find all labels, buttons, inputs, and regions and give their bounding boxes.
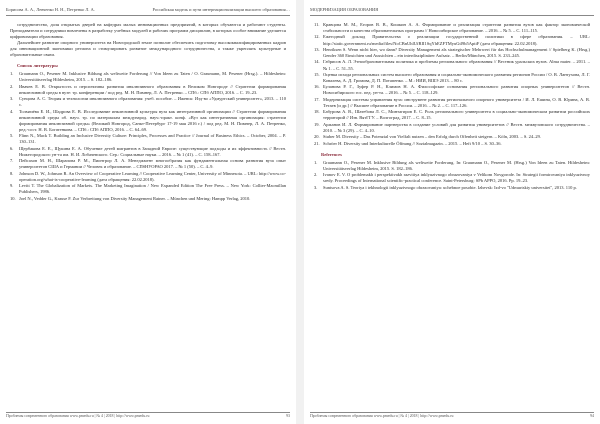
reference-item: [314, 172, 590, 184]
footer-journal-info: Проблемы современного образования www.pmedu.ru | № 4 | 2018 | http://www.pmedu.ru: [6, 414, 150, 418]
reference-item: [314, 122, 590, 134]
reference-text: Щербакова Е. Е., Щукина Е. А. Обучение детей мигрантов в Западной Европе: существующие подходы и их эффективность // Вестн. Нижегородского ун-та им. Н. И. Лобачевского. Сер.: Социальные науки. – 2016. – № 1 (41). – С. 158–167.: [19, 145, 286, 157]
reference-item: [314, 72, 590, 84]
reference-item: [10, 158, 286, 170]
reference-number: 14.: [314, 59, 320, 65]
header-title: Российская модель и пути интернационализации высшего образования…: [152, 7, 290, 12]
reference-number: 2.: [10, 83, 14, 89]
reference-text: Graumann O., Pesener M. Inklusive Bildung als weltweite Forderung. In: Graumann O., Pesener M. (Hrsg.) Von Ideen zu Taten. Hildesheim: Universitätsverlag Hildesheim, 2015. S. 182–186.: [323, 159, 590, 171]
reference-number: 8.: [10, 170, 14, 176]
reference-item: [314, 47, 590, 59]
reference-number: 4.: [10, 108, 14, 114]
reference-item: [10, 109, 286, 133]
header-section-title: МОДЕРНИЗАЦИЯ ОБРАЗОВАНИЯ: [310, 7, 379, 12]
reference-text: Толмачёва Е. И., Шадрова Е. В. Исследование инклюзивной культуры вуза как интегративной организации // Стратегии формирования инклюзивной среды об. науч. тр. по материалам международ. науч.-практ. конф. «Вуз как интегративная организация: стратегии формирования инклюзивной среды» (Великий Новгород, Санкт-Петербург 17-19 мая 2016 г.) / под ред. М. Н. Пимнер, Л. А. Петренко, ред.-сост. Н. В. Богатенкова. – СПб.: СПб АППО, 2016. – С. 64–69.: [19, 108, 286, 132]
reference-number: 7.: [10, 158, 14, 164]
reference-number: 18.: [314, 109, 320, 115]
right-running-footer: [310, 412, 594, 419]
reference-item: [314, 134, 590, 140]
reference-text: Ivanov E. V. O problemakh i perspektivakh razvitiya inklyuzivnogo obrazovaniya v Velikom Novgorode. In: Strategii formirovaniya inklyuzivnoy sredy. Proceedings of International scientific-practical conference. Saint-Petersburg: SPb APPO, 2016. Pp. 19–23.: [323, 172, 590, 184]
reference-item: [314, 22, 590, 34]
body-paragraph: сотрудничество, доля открытых дверей на кафедрах малых инновационных предприятий, в которых обучаются и работают студенты. Преподаватели и сотрудники вовлечены в разработку учебных модулей и рабочих программ дисциплин, в которых особое внимание уделяется цифровизации образования.: [10, 22, 286, 40]
right-running-header: [310, 6, 594, 16]
left-page: [0, 0, 296, 424]
body-paragraph: Дальнейшее развитие опорного университета на Новгородской земле позволит обеспечить подготовку высококвалифицированных кадров для инновационной экономики региона и стимулировать развитие международного сотрудничества, а также укреплять культурные и образовательные связи.: [10, 40, 286, 58]
references-en-heading: References: [321, 151, 342, 157]
reference-text: Suntsova A. S. Teoriya i tekhnologii inklyuzivnogo obrazovaniya: uchebnoe posobie. Izhevsk: Izd-vo "Udmurtskiy universitet", 2013. 110 p.: [323, 184, 577, 190]
reference-item: [10, 84, 286, 96]
reference-text: Graumann O., Pesener M. Inklusive Bildung als weltweite Forderung // Von Ideen zu Taten / O. Graumann, M. Pesener (Hrsg.). – Hildesheim: Universitätsverlag Hildesheim, 2015. – S. 182–186.: [19, 71, 286, 83]
reference-item: [314, 141, 590, 147]
reference-list: [10, 71, 286, 202]
header-authors: Борисова А. А., Левченко Н. Н., Петренко Л. А.: [6, 7, 95, 12]
reference-item: [314, 97, 590, 109]
right-page-body: [314, 22, 590, 410]
reference-item: [314, 59, 590, 71]
reference-text: Буланова Р. Г., Зуфер Р. Н., Климов Н. А. Философские основания регионального развития опорных университетов // Вестн. Новосибирского гос. пед. ун-та. – 2016. – № 5. – С. 118–129.: [323, 84, 590, 96]
reference-number: 5.: [10, 133, 14, 139]
reference-item: [10, 133, 286, 145]
reference-number: 11.: [314, 22, 320, 27]
reference-number: 13.: [314, 46, 320, 52]
reference-number: 15.: [314, 71, 320, 77]
reference-text: Johnson D. W., Johnson R. An Overview of Cooperative Learning // Cooperative Learning Center, University of Minnesota. – URL: http://www.co-operation.org/what-is-cooperative-learning (дата обращения: 22.02.2018).: [19, 170, 286, 182]
page-number: 94: [590, 414, 594, 418]
reference-item: [10, 196, 286, 202]
reference-text: Сунцова А. С. Теория и технологии инклюзивного образования: учеб. пособие. – Ижевск: Изд-во «Удмуртский университет», 2013. – 110 с.: [19, 96, 286, 108]
right-page: [304, 0, 600, 424]
reference-number: 3.: [314, 184, 318, 190]
reference-item: [10, 71, 286, 83]
reference-number: 10.: [10, 195, 16, 201]
reference-item: [314, 34, 590, 46]
reference-text: Joel N., Vedder G., Krause F. Zur Verbreitung von Diversity Management Rainer. – München und Mering: Hampp Verlag, 2010.: [19, 195, 251, 201]
reference-number: 12.: [314, 34, 320, 40]
reference-item: [314, 160, 590, 172]
reference-text: Schröer H. Diversity und Interkulturelle Öffnung // Sozialmagazin. – 2015. – Heft 9/10 – S. 30–36.: [323, 140, 502, 146]
reference-text: Stuber M. Diversity – Das Potenzial von Vielfalt nutzen – den Erfolg durch Offenheit steigern. – Köln, 2003. – S. 24–29.: [323, 134, 542, 140]
reference-text: Henriksen S. Wenn nicht hier, wo dann? Diversity Management als strategischer Mehrwert für das Hochschulmanagement // Spielberg K. (Hrsg.) Gender 360 Einsichten und Aussichten – ein interdisziplinärer Aufsatz. – Berlin/München, 2015. S. 233–245.: [323, 46, 590, 59]
reference-number: 16.: [314, 84, 320, 90]
reference-number: 19.: [314, 121, 320, 127]
reference-number: 21.: [314, 140, 320, 146]
reference-item: [314, 185, 590, 191]
reference-text: Пейсахов М. Н., Шарапова Р. М., Пионтрор Л. А. Менеджмент многообразия как фундаментальная основа развития вуза опыт университетов США и Германии // Человек и образование. – СПбНУОРАО 2017. – № 1 (50). – С. 4–9.: [19, 158, 286, 170]
reference-text: Габрисов А. Л. Этнообразовательная политика и проблемы регионального образования // Вестник уральских вузов. Alma mater. – 2011. – № 1. – С. 51–55.: [323, 59, 590, 71]
left-page-body: [10, 22, 286, 410]
reference-text: Аржанов И. Л. Формирование партнерства в создание условий для развития университетов // Вестн. межвузовского сотрудничества. – 2010. – № 3 (29). – С. 4–10.: [323, 121, 590, 133]
reference-text: Оценка исхода региональных систем высшего образования и социально-экономического развития регионов России / О. В. Лантухова, Л. Г. Ковалева, А. Д. Громова, Д. П. Потапенко. – М.: НИИ, ВШЭ 2013. – 80 с.: [323, 71, 590, 83]
reference-text: Модернизация системы управления вуза: инструмент развития регионального опорного университета / И. Л. Ешина, О. В. Юрина, А. В. Тетаев [и др.] // Высшее образование в России. – 2016. – № 2. – С. 117–126.: [323, 96, 590, 108]
reference-item: [10, 183, 286, 195]
reference-number: 6.: [10, 145, 14, 151]
reference-number: 1.: [10, 71, 14, 77]
reference-number: 9.: [10, 183, 14, 189]
reference-item: [10, 96, 286, 108]
reference-text: Ивачев Е. В. Открытость и перспективы развития инклюзивного образования в Великом Новгороде // Стратегии формирования инклюзивной среды в вузе: тр. конференции / под ред. М. Н. Пимнер, Л. А. Петренко. – СПб.: СПб АППО, 2016. – С. 19–23.: [19, 83, 286, 95]
reference-text: Кравцова М. М., Егоров В. В., Кошкин А. А. Формирование и реализация стратегии развития вузов как фактор экономической стабильности и качества образовательных программ // Новосибирское образование. – 2016. – № 5. – С. 111–115.: [323, 22, 590, 34]
reference-number: 2.: [314, 172, 318, 178]
reference-text: Flinn N., Mack T. Building an Inclusive Diversity Culture: Principles, Processes and Practice // Journal of Business Ethics. – October, 2004. – P. 130–131.: [19, 133, 286, 145]
footer-journal-info: Проблемы современного образования www.pmedu.ru | № 4 | 2018 | http://www.pmedu.ru: [310, 414, 454, 418]
reference-list: [314, 22, 590, 147]
page-gutter: [296, 0, 304, 424]
reference-list-en: [314, 160, 590, 191]
reference-number: 17.: [314, 96, 320, 102]
reference-number: 3.: [10, 96, 14, 102]
left-running-footer: [6, 412, 290, 419]
reference-text: Levitt T. The Globalization of Markets. The Marketing Imagination / New Expanded Edition The Free Press. – New York: Collier-Macmillan Publishers, 1986.: [19, 183, 286, 195]
reference-item: [10, 171, 286, 183]
page-number: 93: [286, 414, 290, 418]
reference-item: [10, 146, 286, 158]
reference-item: [314, 109, 590, 121]
reference-item: [314, 84, 590, 96]
reference-text: Ежегодный доклад Правительства о реализации государственной политики в сфере образования. – URL: http://static.government.ru/media/files/NoCBnUhlUfRII1SqYhEZFTMyuGtl9b5AptiF (дата обращения: 22.02.2018).: [323, 34, 590, 46]
references-heading: Список литературы: [17, 63, 58, 69]
reference-text: Бабурова А. В., Шатебова Л. С., Минтагиров Е. С. Роль регионального университета в социально-экономическом развитии российских территорий // Изв. ВятГГУ. – Волгоград, 2017. – С. 8–15.: [323, 109, 590, 121]
left-running-header: [6, 6, 290, 16]
reference-number: 1.: [314, 159, 318, 165]
reference-number: 20.: [314, 134, 320, 140]
